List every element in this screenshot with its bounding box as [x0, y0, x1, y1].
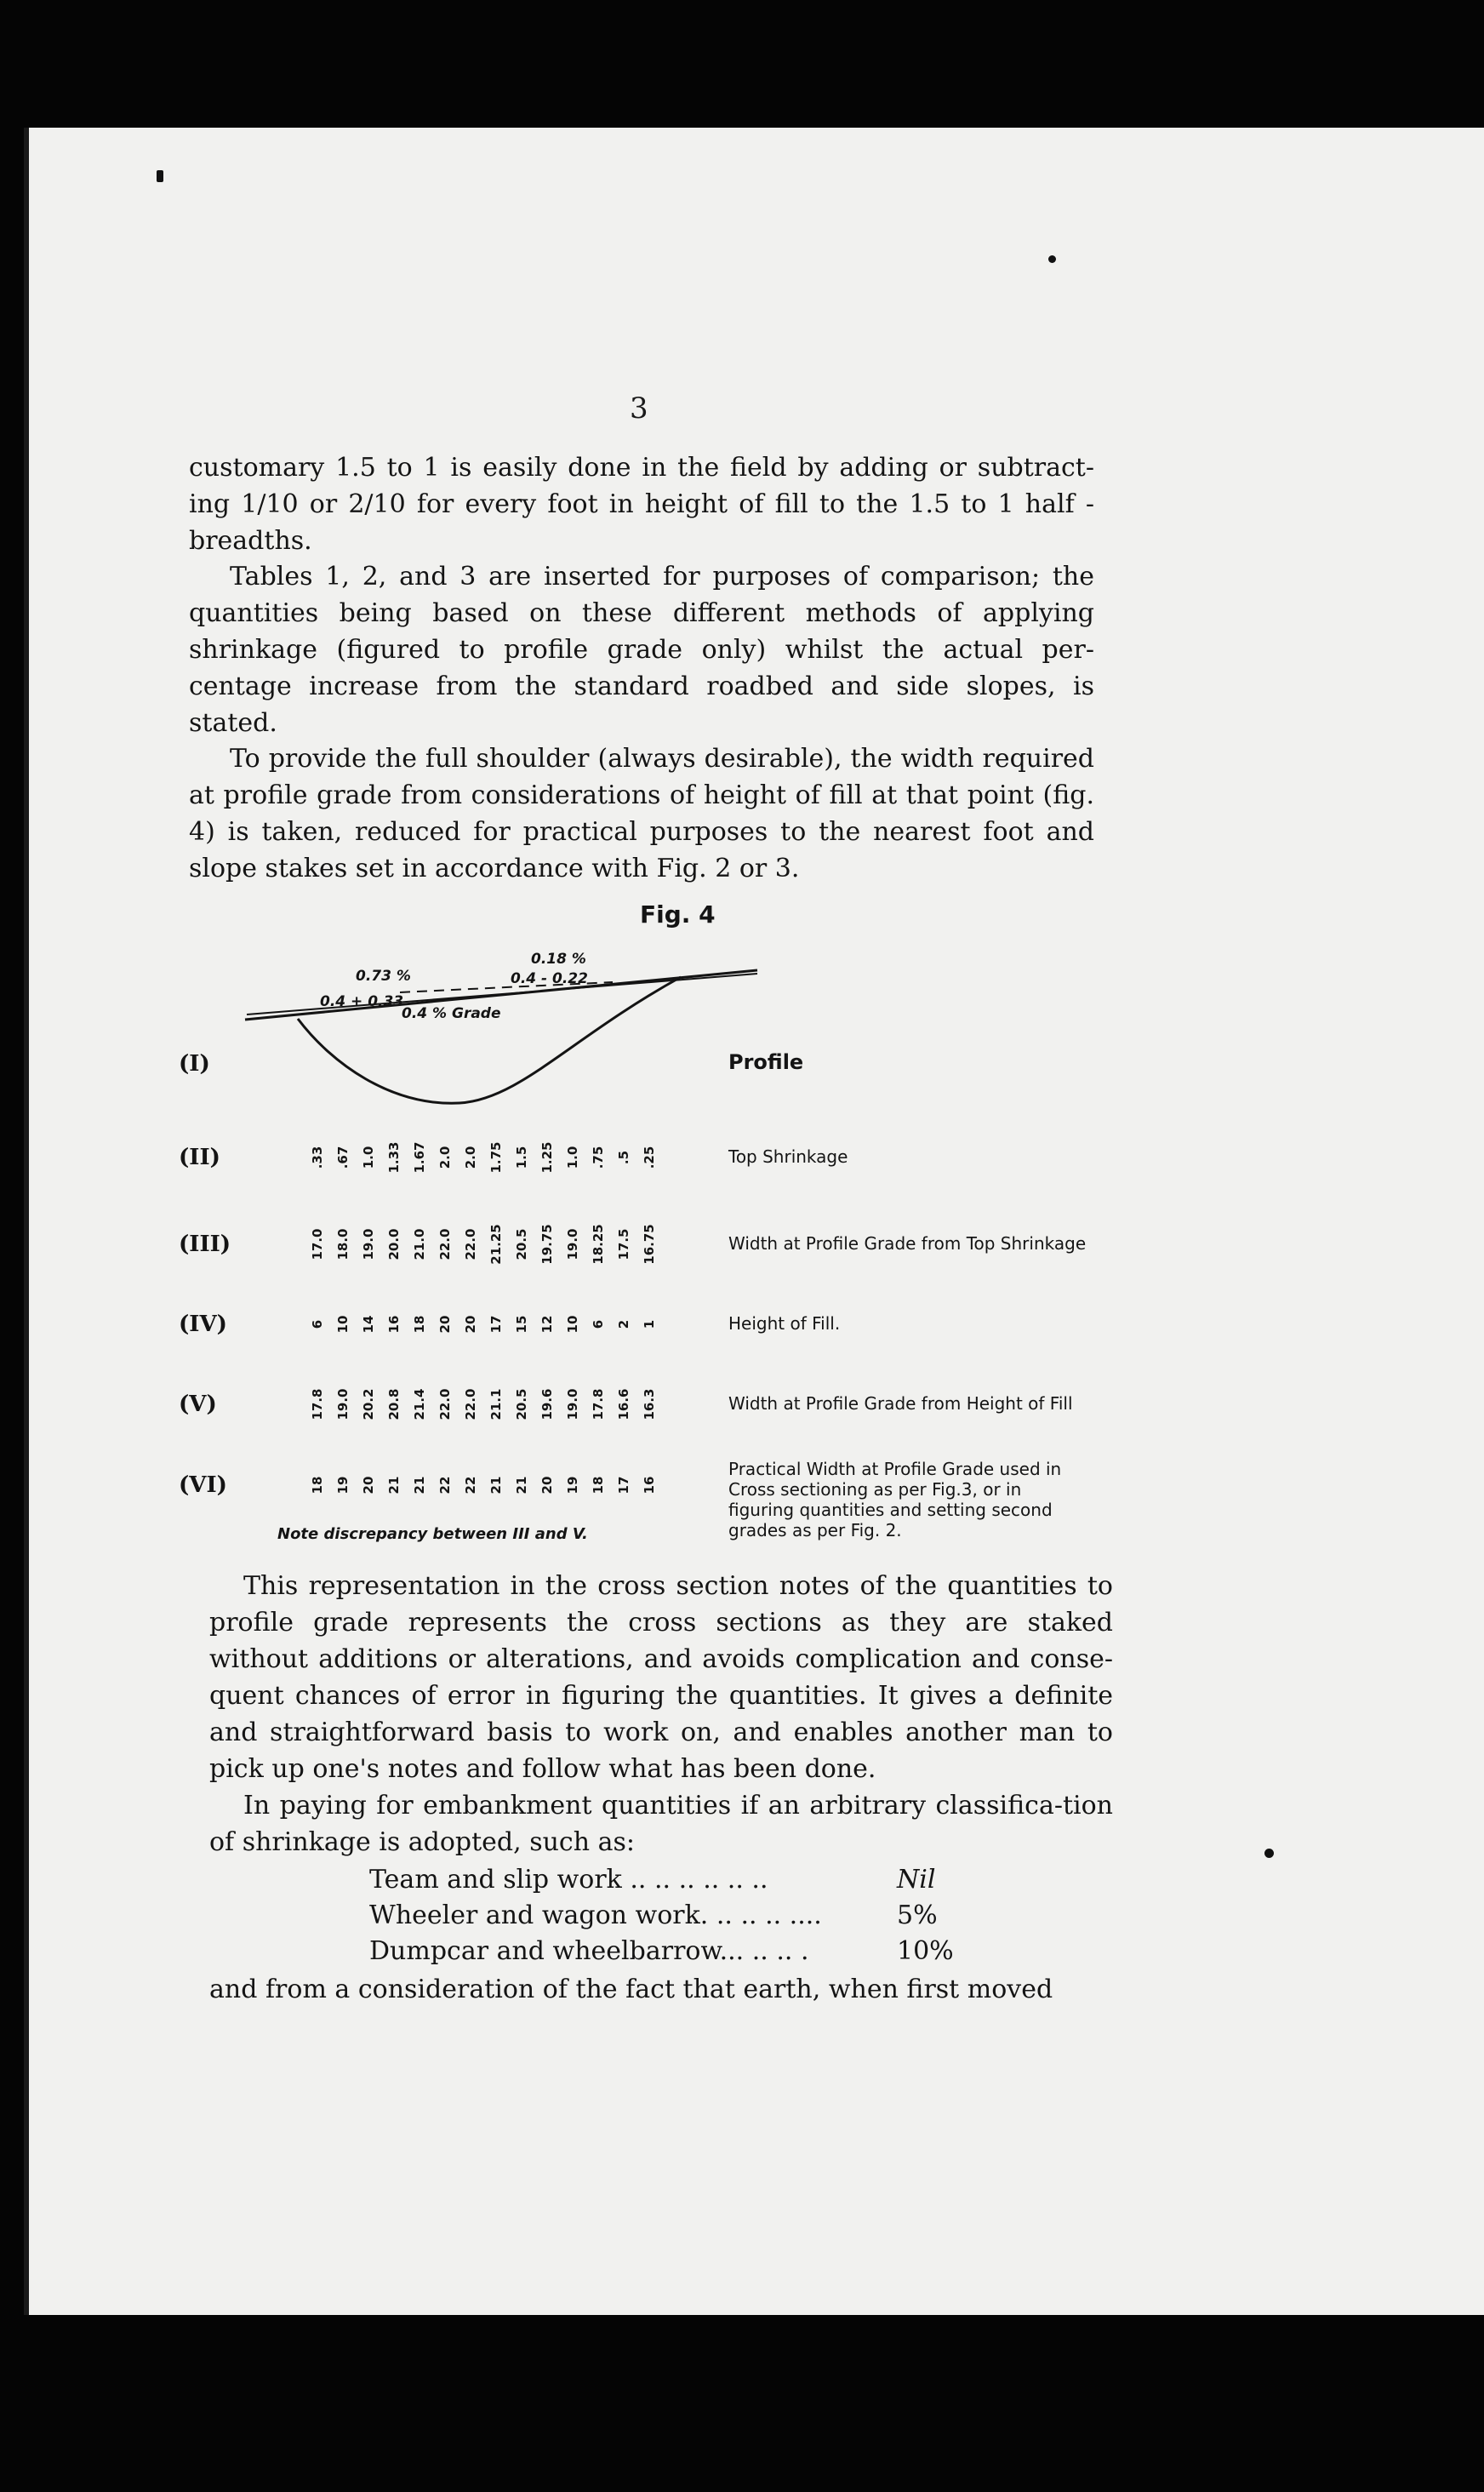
figure-value: .67 [335, 1146, 351, 1169]
figure-value: 17 [616, 1476, 631, 1495]
figure-value: 16 [386, 1315, 402, 1334]
figure-value: 19.75 [539, 1224, 555, 1265]
figure-value: 19 [335, 1476, 351, 1495]
paragraph-3: To provide the full shoulder (always desirable), the width required at profile grade from considerations of height of fill at that point (fig. 4) is taken, reduced for practical purposes to the nearest foot and slope stakes set in accordance with Fig. 2 or 3. [189, 744, 1094, 883]
rate-value: Nil [897, 1865, 936, 1895]
page-edge-shadow [24, 128, 29, 2315]
figure-value: 12 [539, 1315, 555, 1334]
figure-value: 14 [361, 1315, 376, 1334]
figure-value: .5 [616, 1150, 631, 1165]
figure-note: Note discrepancy between III and V. [277, 1525, 588, 1543]
grade-annotation: 0.4 % Grade [402, 1005, 501, 1022]
figure-value: 22.0 [463, 1388, 478, 1420]
left-calc-annotation: 0.4 + 0.33 [320, 993, 404, 1010]
figure-value: .75 [591, 1146, 606, 1169]
row-numeral: (V) [179, 1392, 217, 1417]
figure-value: 18.25 [591, 1224, 606, 1265]
figure-value: 21 [412, 1476, 427, 1495]
figure-value: 20.2 [361, 1388, 376, 1420]
figure-value: 17.5 [616, 1228, 631, 1260]
figure-value: 21.4 [412, 1388, 427, 1420]
figure-value: 19.0 [361, 1228, 376, 1260]
row-numeral: (III) [179, 1232, 231, 1257]
figure-title: Fig. 4 [640, 900, 716, 929]
row-numeral: (I) [179, 1051, 210, 1077]
figure-value: 10 [565, 1315, 580, 1334]
row-label: Height of Fill. [728, 1313, 841, 1334]
figure-value: 19 [565, 1476, 580, 1495]
figure-value: 10 [335, 1315, 351, 1334]
figure-value: 20 [437, 1315, 453, 1334]
left-pct-annotation: 0.73 % [356, 968, 411, 985]
row-label: Profile [728, 1050, 804, 1074]
figure-value: 18.0 [335, 1228, 351, 1260]
work-type: Dumpcar and wheelbarrow... .. .. . [369, 1936, 809, 1966]
figure-value: 20.5 [514, 1228, 529, 1260]
figure-value: 1.0 [565, 1146, 580, 1169]
paragraph-4: This representation in the cross section notes of the quantities to profile grade represents the cross sections as they are staked without additions or alterations, and avoids complication and conse-quent chances of error in figuring the quantities. It gives a definite and straightforward basis to work on, and enables another man to pick up one's notes and follow what has been done. [209, 1571, 1113, 1784]
figure-value: 20.8 [386, 1388, 402, 1420]
shrinkage-row [369, 1934, 965, 1969]
figure-value: 22 [437, 1476, 453, 1495]
figure-value: 20.0 [386, 1228, 402, 1260]
figure-value: 20 [361, 1476, 376, 1495]
figure-value: 16.3 [642, 1388, 657, 1420]
row-numeral: (II) [179, 1145, 220, 1170]
figure-value: 1.33 [386, 1141, 402, 1174]
figure-value: 18 [591, 1476, 606, 1495]
right-pct-annotation: 0.18 % [531, 951, 586, 968]
row-numeral: (VI) [179, 1472, 227, 1498]
value-rows [310, 1141, 657, 1494]
figure-value: 1.67 [412, 1141, 427, 1174]
figure-value: 1.0 [361, 1146, 376, 1169]
shrinkage-row [369, 1898, 965, 1934]
figure-value: 2 [616, 1319, 631, 1329]
figure-value: 18 [310, 1476, 325, 1495]
figure-value: 17 [488, 1315, 504, 1334]
scan-speck [1264, 1849, 1274, 1858]
row-label: Top Shrinkage [728, 1146, 848, 1167]
figure-value: 20.5 [514, 1388, 529, 1420]
figure-value: 21.0 [412, 1228, 427, 1260]
figure-value: 22.0 [437, 1388, 453, 1420]
figure-value: 16 [642, 1476, 657, 1495]
figure-value: 6 [310, 1319, 325, 1329]
row-numeral: (IV) [179, 1312, 227, 1337]
row-label: Practical Width at Profile Grade used in Cross sectioning as per Fig.3, or in figuring quantities and setting second grades as per Fig. 2. [728, 1459, 1062, 1540]
figure-value: 16.75 [642, 1224, 657, 1265]
figure-value: 1 [642, 1319, 657, 1329]
figure-value: 22.0 [463, 1228, 478, 1260]
figure-value: 16.6 [616, 1388, 631, 1420]
figure-value: 2.0 [463, 1146, 478, 1169]
figure-value: 19.0 [565, 1228, 580, 1260]
rate-value: 5% [897, 1900, 938, 1930]
figure-value: 18 [412, 1315, 427, 1334]
figure-value: .33 [310, 1146, 325, 1169]
figure-value: 21 [514, 1476, 529, 1495]
shrinkage-row [369, 1862, 965, 1898]
row-label: Width at Profile Grade from Top Shrinkage [728, 1233, 1087, 1254]
paragraph-6: and from a consideration of the fact that earth, when first moved [209, 1975, 1053, 2004]
row-labels [179, 1050, 1086, 1540]
figure-value: 19.0 [335, 1388, 351, 1420]
figure-value: 17.8 [310, 1388, 325, 1420]
figure-value: 19.0 [565, 1388, 580, 1420]
figure-value: .25 [642, 1146, 657, 1169]
figure-4 [170, 936, 1132, 1549]
figure-value: 15 [514, 1315, 529, 1334]
figure-value: 1.75 [488, 1141, 504, 1174]
figure-value: 21 [386, 1476, 402, 1495]
work-type: Wheeler and wagon work. .. .. .. .... [369, 1900, 822, 1930]
figure-value: 21.25 [488, 1224, 504, 1265]
figure-value: 20 [539, 1476, 555, 1495]
figure-value: 17.8 [591, 1388, 606, 1420]
figure-value: 22 [463, 1476, 478, 1495]
scan-speck [1048, 255, 1056, 263]
work-type: Team and slip work .. .. .. .. .. .. [369, 1865, 768, 1895]
figure-value: 19.6 [539, 1388, 555, 1420]
figure-value: 21.1 [488, 1388, 504, 1420]
row-label: Width at Profile Grade from Height of Fill [728, 1393, 1073, 1414]
figure-value: 2.0 [437, 1146, 453, 1169]
figure-value: 6 [591, 1319, 606, 1329]
paragraph-1: customary 1.5 to 1 is easily done in the field by adding or subtract-ing 1/10 or 2/10 for every foot in height of fill to the 1.5 to 1 half -breadths. [189, 453, 1094, 556]
figure-value: 1.25 [539, 1141, 555, 1174]
profile-drawing [245, 970, 757, 1103]
paragraph-5: In paying for embankment quantities if an arbitrary classifica-tion of shrinkage is adopted, such as: [209, 1791, 1113, 1857]
rate-value: 10% [897, 1936, 954, 1966]
figure-value: 17.0 [310, 1228, 325, 1260]
page-number: 3 [630, 392, 648, 426]
figure-value: 21 [488, 1476, 504, 1495]
paragraph-2: Tables 1, 2, and 3 are inserted for purposes of comparison; the quantities being based on these different methods of applying shrinkage (figured to profile grade only) whilst the actual per-centage increase from the standard roadbed and side slopes, is stated. [189, 562, 1094, 738]
figure-value: 20 [463, 1315, 478, 1334]
figure-value: 1.5 [514, 1146, 529, 1169]
figure-value: 22.0 [437, 1228, 453, 1260]
scan-speck [157, 170, 163, 182]
right-calc-annotation: 0.4 - 0.22 [511, 970, 588, 987]
shrinkage-table [369, 1862, 965, 1969]
